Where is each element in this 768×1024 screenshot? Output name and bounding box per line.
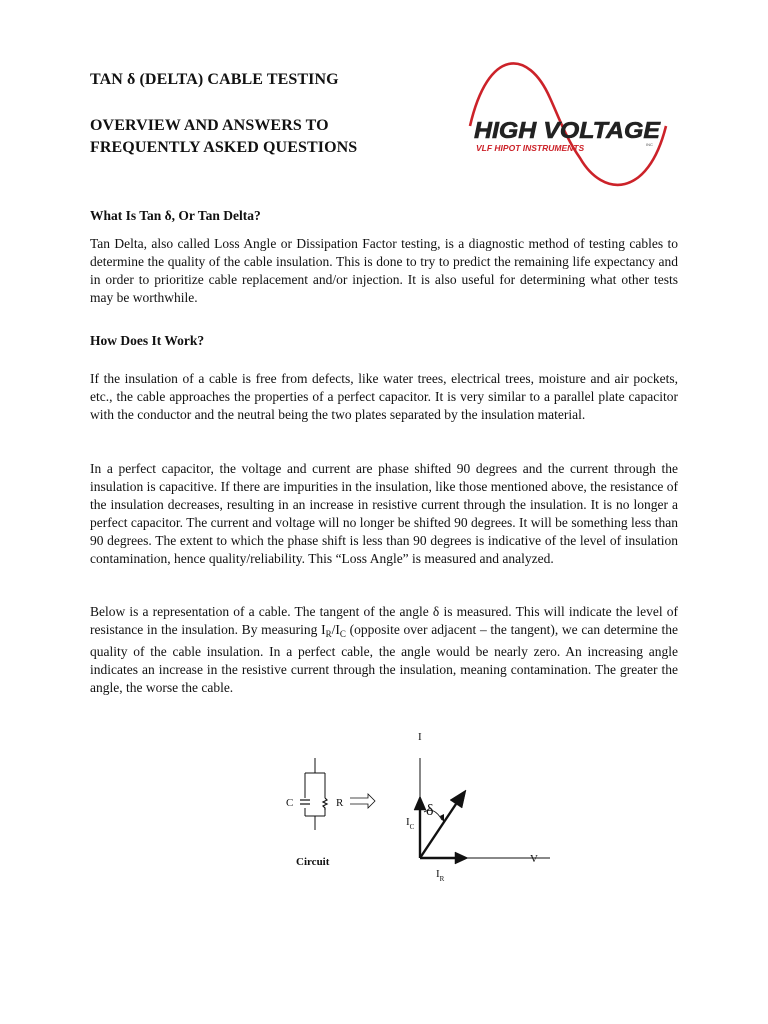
high-voltage-logo (468, 58, 668, 193)
resultant-vector (420, 790, 466, 858)
ir-label (436, 868, 445, 883)
paragraph-how-2: In a perfect capacitor, the voltage and current are phase shifted 90 degrees and the current through the insulation is capacitive. If there are impurities in the insulation, like those mentioned above, the resistance of the insulation decreases, resulting in an increase in resistive current through the insulation. It is no longer a perfect capacitor. The current and voltage will no longer be shifted 90 degrees. It will be something less than 90 degrees. The extent to which the phase shift is less than 90 degrees is indicative of the level of insulation contamination, hence quality/reliability. This “Loss Angle” is measured and analyzed. (90, 461, 678, 566)
subscript-r: R (325, 629, 332, 639)
circuit-caption: Circuit (296, 856, 330, 868)
logo-tagline: VLF HIPOT INSTRUMENTS (476, 143, 585, 153)
delta-symbol: δ (426, 802, 434, 819)
logo-suffix: INC (646, 142, 653, 147)
axis-i-label: I (418, 731, 422, 743)
section-heading-what: What Is Tan δ, Or Tan Delta? (90, 208, 261, 223)
paragraph-how-1: If the insulation of a cable is free from defects, like water trees, electrical trees, moisture and air pockets, etc., the cable approaches the properties of a perfect capacitor. It is very similar to a parallel plate capacitor with the conductor and the neutral being the two plates separated by the insulation material. (90, 371, 678, 422)
subscript-c: C (339, 629, 346, 639)
ic-label-main: I (406, 816, 410, 828)
ic-vector (414, 796, 426, 858)
section-heading-how: How Does It Work? (90, 333, 205, 348)
ir-vector (420, 852, 468, 864)
resistor-label: R (336, 797, 344, 809)
paragraph-how-3 (90, 603, 678, 697)
document-title: TAN δ (DELTA) CABLE TESTING (90, 71, 339, 88)
resistor-icon (323, 798, 327, 810)
document-subtitle: OVERVIEW AND ANSWERS TO FREQUENTLY ASKED QUESTIONS (90, 117, 358, 156)
capacitor-icon (300, 800, 310, 804)
slash-i: /I (331, 622, 340, 637)
paragraph-how-3-part-a: Below is a representation of a cable. The tangent of the angle δ is measured. This will indicate the level of resistance in the insulation. By measuring I (90, 604, 678, 637)
tan-delta-diagram (260, 728, 560, 888)
double-arrow-icon (350, 794, 375, 808)
logo-brand: HIGH VOLTAGE (474, 117, 661, 143)
paragraph-what: Tan Delta, also called Loss Angle or Dissipation Factor testing, is a diagnostic method of testing cables to determine the quality of the cable insulation. This is done to try to predict the remaining life expectancy and in order to prioritize cable replacement and/or injection. It is also useful for determining what other tests may be worthwhile. (90, 236, 678, 305)
paragraph-how-3-part-b: (opposite over adjacent – the tangent), we can determine the quality of the cable insulation. In a perfect cable, the angle would be nearly zero. An increasing angle indicates an increase in the resistive current through the insulation, meaning contamination. The greater the angle, the worse the cable. (90, 622, 678, 695)
circuit-schematic (305, 758, 325, 830)
ir-label-main: I (436, 868, 440, 880)
ic-label-sub: C (409, 823, 415, 831)
ic-label (406, 816, 415, 831)
ir-label-sub: R (439, 875, 445, 883)
angle-arc-arrow (440, 814, 444, 823)
axis-v-label: V (530, 853, 538, 865)
capacitor-label: C (286, 797, 294, 809)
